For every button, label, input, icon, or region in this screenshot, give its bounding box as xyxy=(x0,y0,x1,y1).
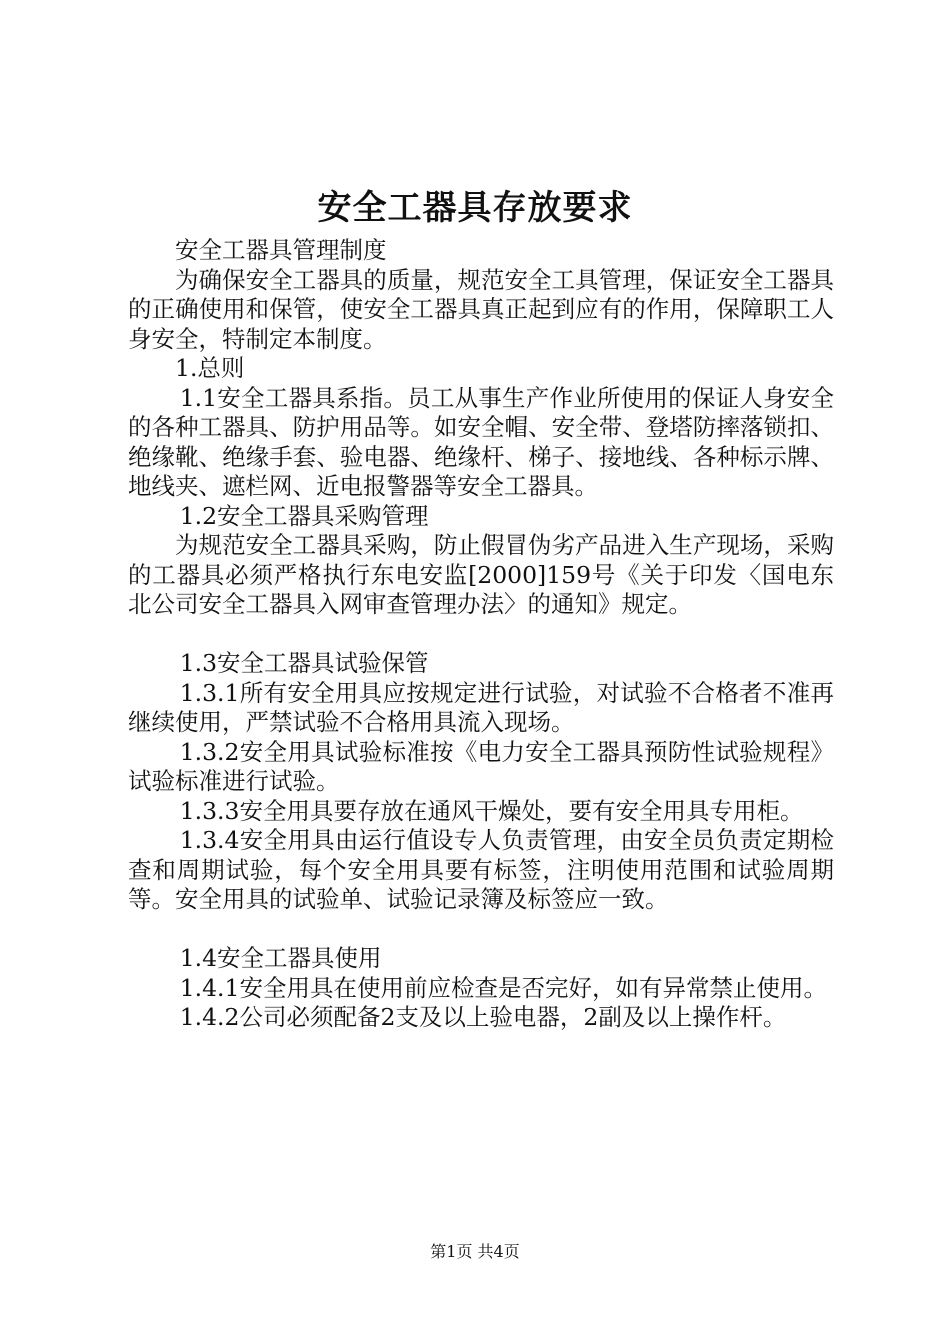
page-footer: 第1页 共4页 xyxy=(430,1242,520,1261)
section-heading-general: 1.总则 xyxy=(175,354,245,382)
section-heading-1-3: 1.3安全工器具试验保管 xyxy=(179,649,429,677)
paragraph-1-1: 1.1安全工器具系指。员工从事生产作业所使用的保证人身安全的各种工器具、防护用品等。如安全帽、安全带、登塔防摔落锁扣、绝缘靴、绝缘手套、验电器、绝缘杆、梯子、接地线、各种标示牌、地线夹、遮栏网、近电报警器等安全工器具。 xyxy=(128,383,834,500)
paragraph-1-3-1: 1.3.1所有安全用具应按规定进行试验，对试验不合格者不准再继续使用，严禁试验不合格用具流入现场。 xyxy=(128,678,834,736)
paragraph-1-4-2: 1.4.2公司必须配备2支及以上验电器，2副及以上操作杆。 xyxy=(179,1003,787,1031)
paragraph-1-3-2: 1.3.2安全用具试验标准按《电力安全工器具预防性试验规程》试验标准进行试验。 xyxy=(128,737,834,795)
paragraph-procurement: 为规范安全工器具采购，防止假冒伪劣产品进入生产现场，采购的工器具必须严格执行东电安监[2000]159号《关于印发〈国电东北公司安全工器具入网审查管理办法〉的通知》规定。 xyxy=(128,531,834,618)
paragraph-1-3-3: 1.3.3安全用具要存放在通风干燥处，要有安全用具专用柜。 xyxy=(179,796,804,825)
paragraph-intro: 为确保安全工器具的质量，规范安全工具管理，保证安全工器具的正确使用和保管，使安全工器具真正起到应有的作用，保障职工人身安全，特制定本制度。 xyxy=(128,265,834,353)
paragraph-1-4-1: 1.4.1安全用具在使用前应检查是否完好，如有异常禁止使用。 xyxy=(179,973,827,1002)
document-title: 安全工器具存放要求 xyxy=(317,188,633,228)
blank-line xyxy=(128,620,834,650)
paragraph-1-3-4: 1.3.4安全用具由运行值设专人负责管理，由安全员负责定期检查和周期试验，每个安全用具要有标签，注明使用范围和试验周期等。安全用具的试验单、试验记录簿及标签应一致。 xyxy=(128,826,834,913)
section-heading-1-4: 1.4安全工器具使用 xyxy=(179,944,382,972)
section-heading-1-2: 1.2安全工器具采购管理 xyxy=(179,501,429,530)
blank-line xyxy=(128,915,834,945)
section-heading-management-system: 安全工器具管理制度 xyxy=(175,236,387,264)
document-body xyxy=(128,236,834,1033)
